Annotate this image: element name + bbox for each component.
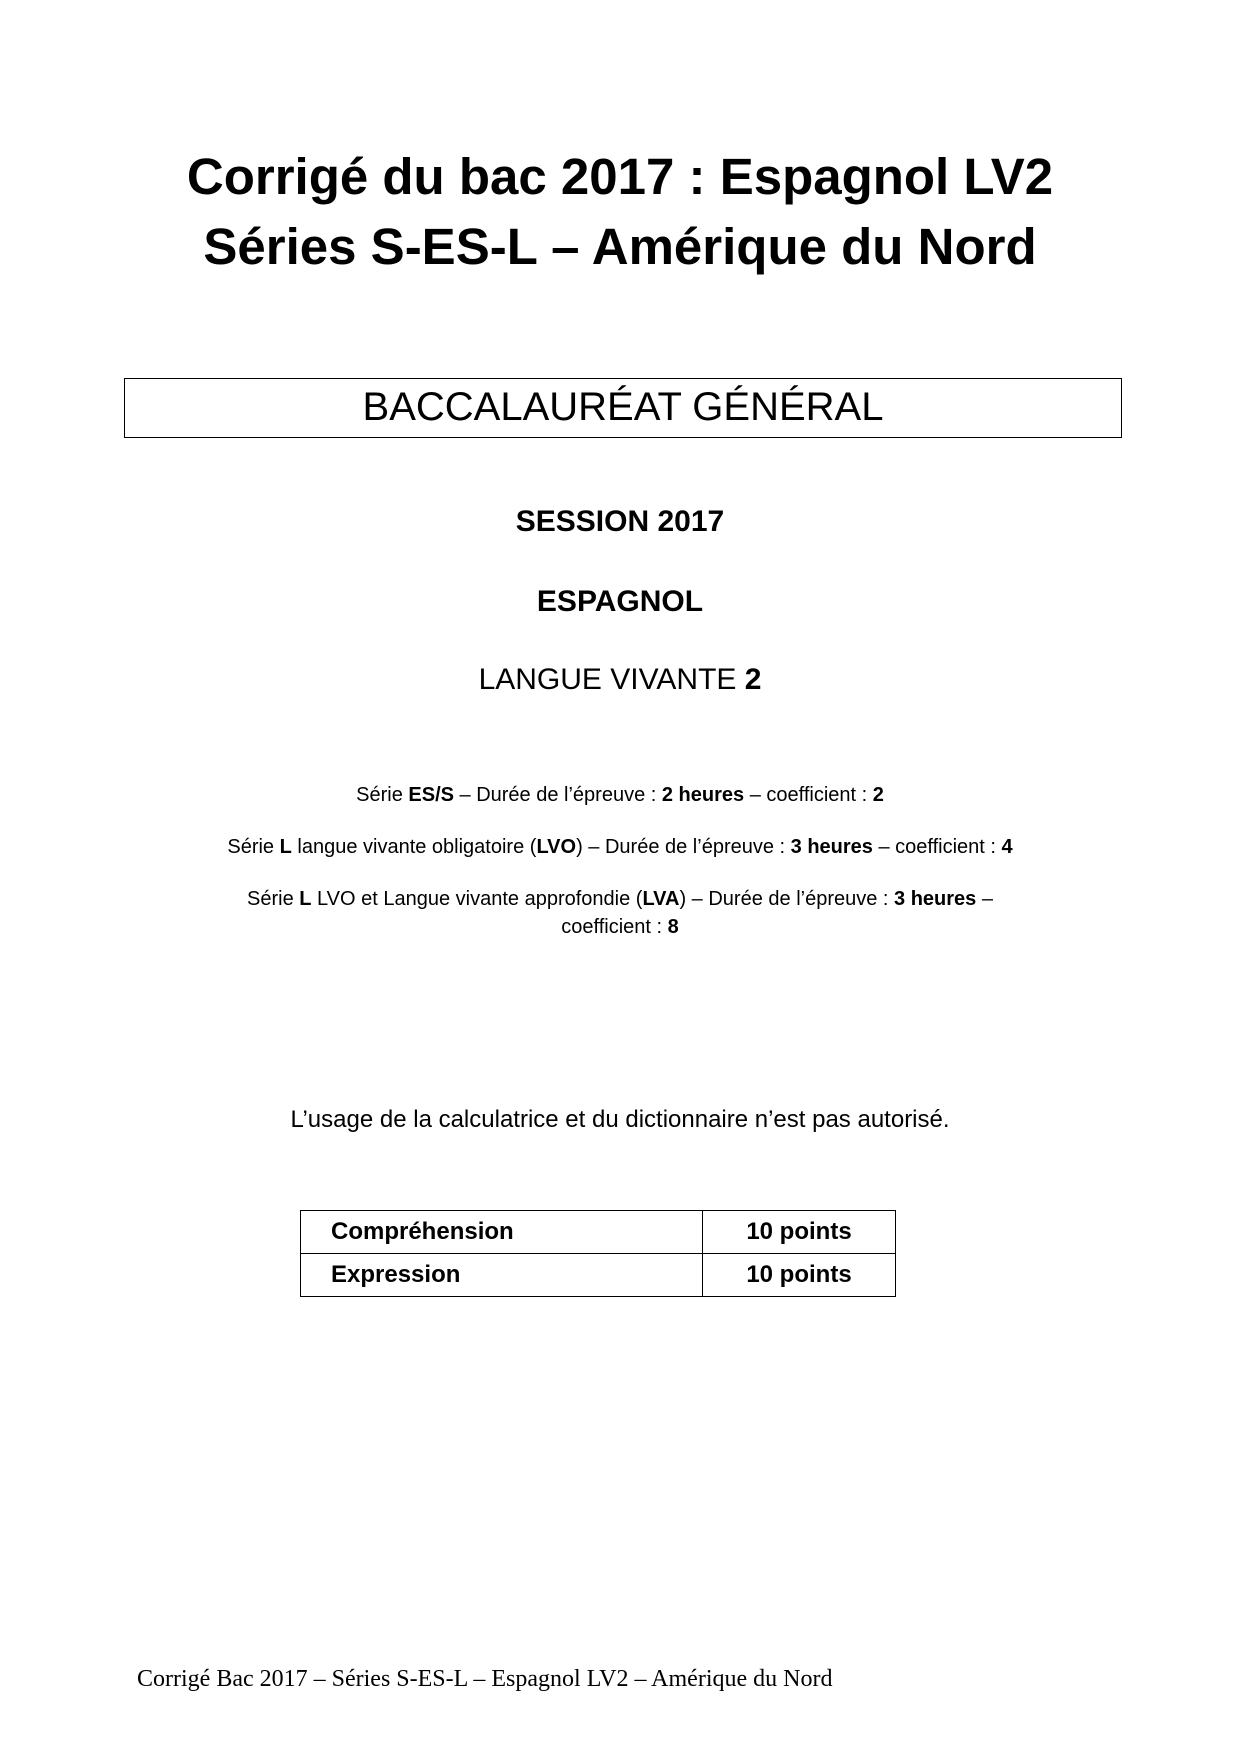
title-line-1: Corrigé du bac 2017 : Espagnol LV2 bbox=[186, 148, 1054, 205]
series-line-l-lvo bbox=[0, 834, 1240, 860]
language-heading bbox=[0, 660, 1240, 700]
table-row bbox=[301, 1254, 896, 1297]
title-line-2: Séries S-ES-L – Amérique du Nord bbox=[203, 218, 1037, 275]
language-number: 2 bbox=[744, 663, 762, 696]
series-line-l-lva-coef bbox=[0, 914, 1240, 940]
series-option-code: LVO bbox=[536, 836, 577, 858]
series-duration: 3 heures bbox=[894, 888, 977, 910]
series-coef: 8 bbox=[667, 916, 679, 938]
table-cell-section: Compréhension bbox=[301, 1211, 703, 1254]
usage-note: L’usage de la calculatrice et du dictionnaire n’est pas autorisé. bbox=[290, 1106, 950, 1133]
series-duration: 2 heures bbox=[661, 784, 745, 806]
series-coef: 4 bbox=[1001, 836, 1013, 858]
language-text: LANGUE VIVANTE bbox=[478, 663, 745, 696]
series-prefix: Série bbox=[227, 836, 280, 858]
series-line-l-lva bbox=[0, 886, 1240, 912]
subject-heading: ESPAGNOL bbox=[536, 585, 704, 618]
points-table bbox=[300, 1210, 896, 1297]
series-code: ES/S bbox=[408, 784, 454, 806]
table-cell-points: 10 points bbox=[703, 1254, 896, 1297]
series-duration-label: ) – Durée de l’épreuve : bbox=[576, 836, 791, 858]
series-line-es-s bbox=[0, 782, 1240, 808]
series-option-code: LVA bbox=[642, 888, 680, 910]
series-prefix: Série bbox=[247, 888, 300, 910]
series-duration: 3 heures bbox=[790, 836, 873, 858]
document-title bbox=[0, 142, 1240, 282]
series-duration-label: – Durée de l’épreuve : bbox=[453, 784, 662, 806]
series-code: L bbox=[279, 836, 292, 858]
table-row bbox=[301, 1211, 896, 1254]
series-coef-label: coefficient : bbox=[561, 916, 668, 938]
series-prefix: Série bbox=[356, 784, 409, 806]
series-option-label: langue vivante obligatoire ( bbox=[291, 836, 537, 858]
table-cell-points: 10 points bbox=[703, 1211, 896, 1254]
series-code: L bbox=[299, 888, 312, 910]
series-dash: – bbox=[976, 888, 993, 910]
series-coef-label: – coefficient : bbox=[744, 784, 873, 806]
table-cell-section: Expression bbox=[301, 1254, 703, 1297]
baccalaureat-header-box: BACCALAURÉAT GÉNÉRAL bbox=[124, 378, 1122, 438]
series-option-label: LVO et Langue vivante approfondie ( bbox=[311, 888, 643, 910]
series-coef-label: – coefficient : bbox=[872, 836, 1002, 858]
series-coef: 2 bbox=[872, 784, 884, 806]
series-duration-label: ) – Durée de l’épreuve : bbox=[679, 888, 895, 910]
page-footer: Corrigé Bac 2017 – Séries S-ES-L – Espagnol LV2 – Amérique du Nord bbox=[137, 1666, 833, 1692]
session-heading: SESSION 2017 bbox=[515, 505, 725, 538]
